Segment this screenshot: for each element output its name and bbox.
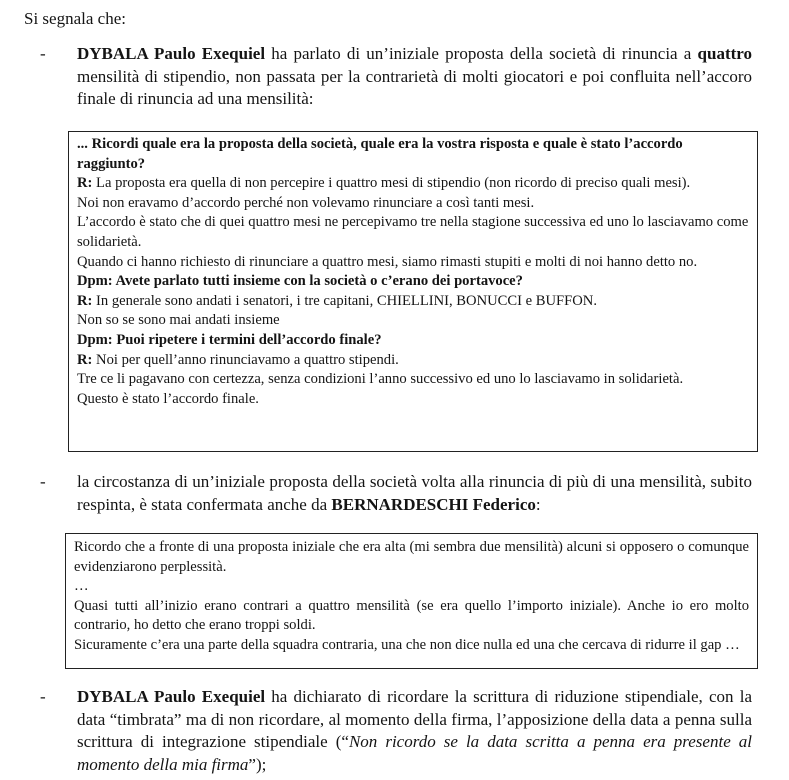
bullet-dybala-proposal [40,43,752,111]
bullet-bernardeschi [40,471,752,516]
question: Dpm: Puoi ripetere i termini dell’accordo finale? [77,331,382,348]
question: Dpm: Avete parlato tutti insieme con la società o c’erano dei portavoce? [77,273,523,290]
person-name: BERNARDESCHI Federico [331,494,536,514]
intro-text: Si segnala che: [24,9,126,28]
bullet-text: DYBALA Paulo Exequiel ha parlato di un’iniziale proposta della società di rinuncia a quattro mensilità di stipendio, non passata per la contrarietà di molti giocatori e poi confluita nell’accoro finale di rinuncia ad una mensilità: [77,44,753,108]
answer: Noi per quell’anno rinunciavamo a quattro stipendi. [92,351,399,368]
bullet-text: la circostanza di un’iniziale proposta della società volta alla rinuncia di più di una mensilità, subito respinta, è stata confermata anche da BERNARDESCHI Federico: [77,472,752,514]
bullet-dybala-signature [40,686,752,776]
bullet-text: DYBALA Paulo Exequiel ha dichiarato di ricordare la scrittura di riduzione stipendiale, con la data “timbrata” ma di non ricordare, al momento della firma, l’apposizione della data a penna sulla scrittura di integrazione stipendiale (“Non ricordo se la data scritta a penna era presente al momento della mia firma”); [77,687,752,774]
testimony-box-bernardeschi: Ricordo che a fronte di una proposta iniziale che era alta (mi sembra due mensilità) alcuni si opposero o comunque evidenziarono perplessità. … Quasi tutti all’inizio erano contrari a quattro mensilità (se era quello l’importo iniziale). Anche io ero molto contrario, ho detto che erano troppi soldi. Sicuramente c’era una parte della squadra contraria, una che non dice nulla ed una che cercava di ridurre il gap … [65,533,758,669]
bullet-dash: - [40,687,46,706]
bullet-dash: - [40,44,46,63]
italic-quote: Non ricordo se la data scritta a penna era presente al momento della mia firma [77,732,752,774]
bullet-dash: - [40,472,46,491]
answer: In generale sono andati i senatori, i tre capitani, CHIELLINI, BONUCCI e BUFFON. [92,292,597,309]
person-name: DYBALA Paulo Exequiel [77,687,266,706]
question: ... Ricordi quale era la proposta della società, quale era la vostra risposta e quale è stato l’accordo raggiunto? [77,136,683,172]
answer: La proposta era quella di non percepire i quattro mesi di stipendio (non ricordo di preciso quali mesi). [92,175,691,192]
person-name: DYBALA Paulo Exequiel [77,44,266,63]
testimony-box-dybala: ... Ricordi quale era la proposta della società, quale era la vostra risposta e quale è stato l’accordo raggiunto? R: La proposta era quella di non percepire i quattro mesi di stipendio (non ricordo di preciso quali mesi). Noi non eravamo d’accordo perché non volevamo rinunciare a così tanti mesi. L’accordo è stato che di quei quattro mesi ne percepivamo tre nella stagione successiva ed uno lo lasciavamo come solidarietà. Quando ci hanno richiesto di rinunciare a quattro mesi, siamo rimasti stupiti e molti di noi hanno detto no. Dpm: Avete parlato tutti insieme con la società o c’erano dei portavoce? R: In generale sono andati i senatori, i tre capitani, CHIELLINI, BONUCCI e BUFFON. Non so se sono mai andati insieme Dpm: Puoi ripetere i termini dell’accordo finale? R: Noi per quell’anno rinunciavamo a quattro stipendi. Tre ce li pagavano con certezza, senza condizioni l’anno successivo ed uno lo lasciavamo in solidarietà. Questo è stato l’accordo finale. [68,131,758,452]
emphasis: quattro [697,44,753,63]
